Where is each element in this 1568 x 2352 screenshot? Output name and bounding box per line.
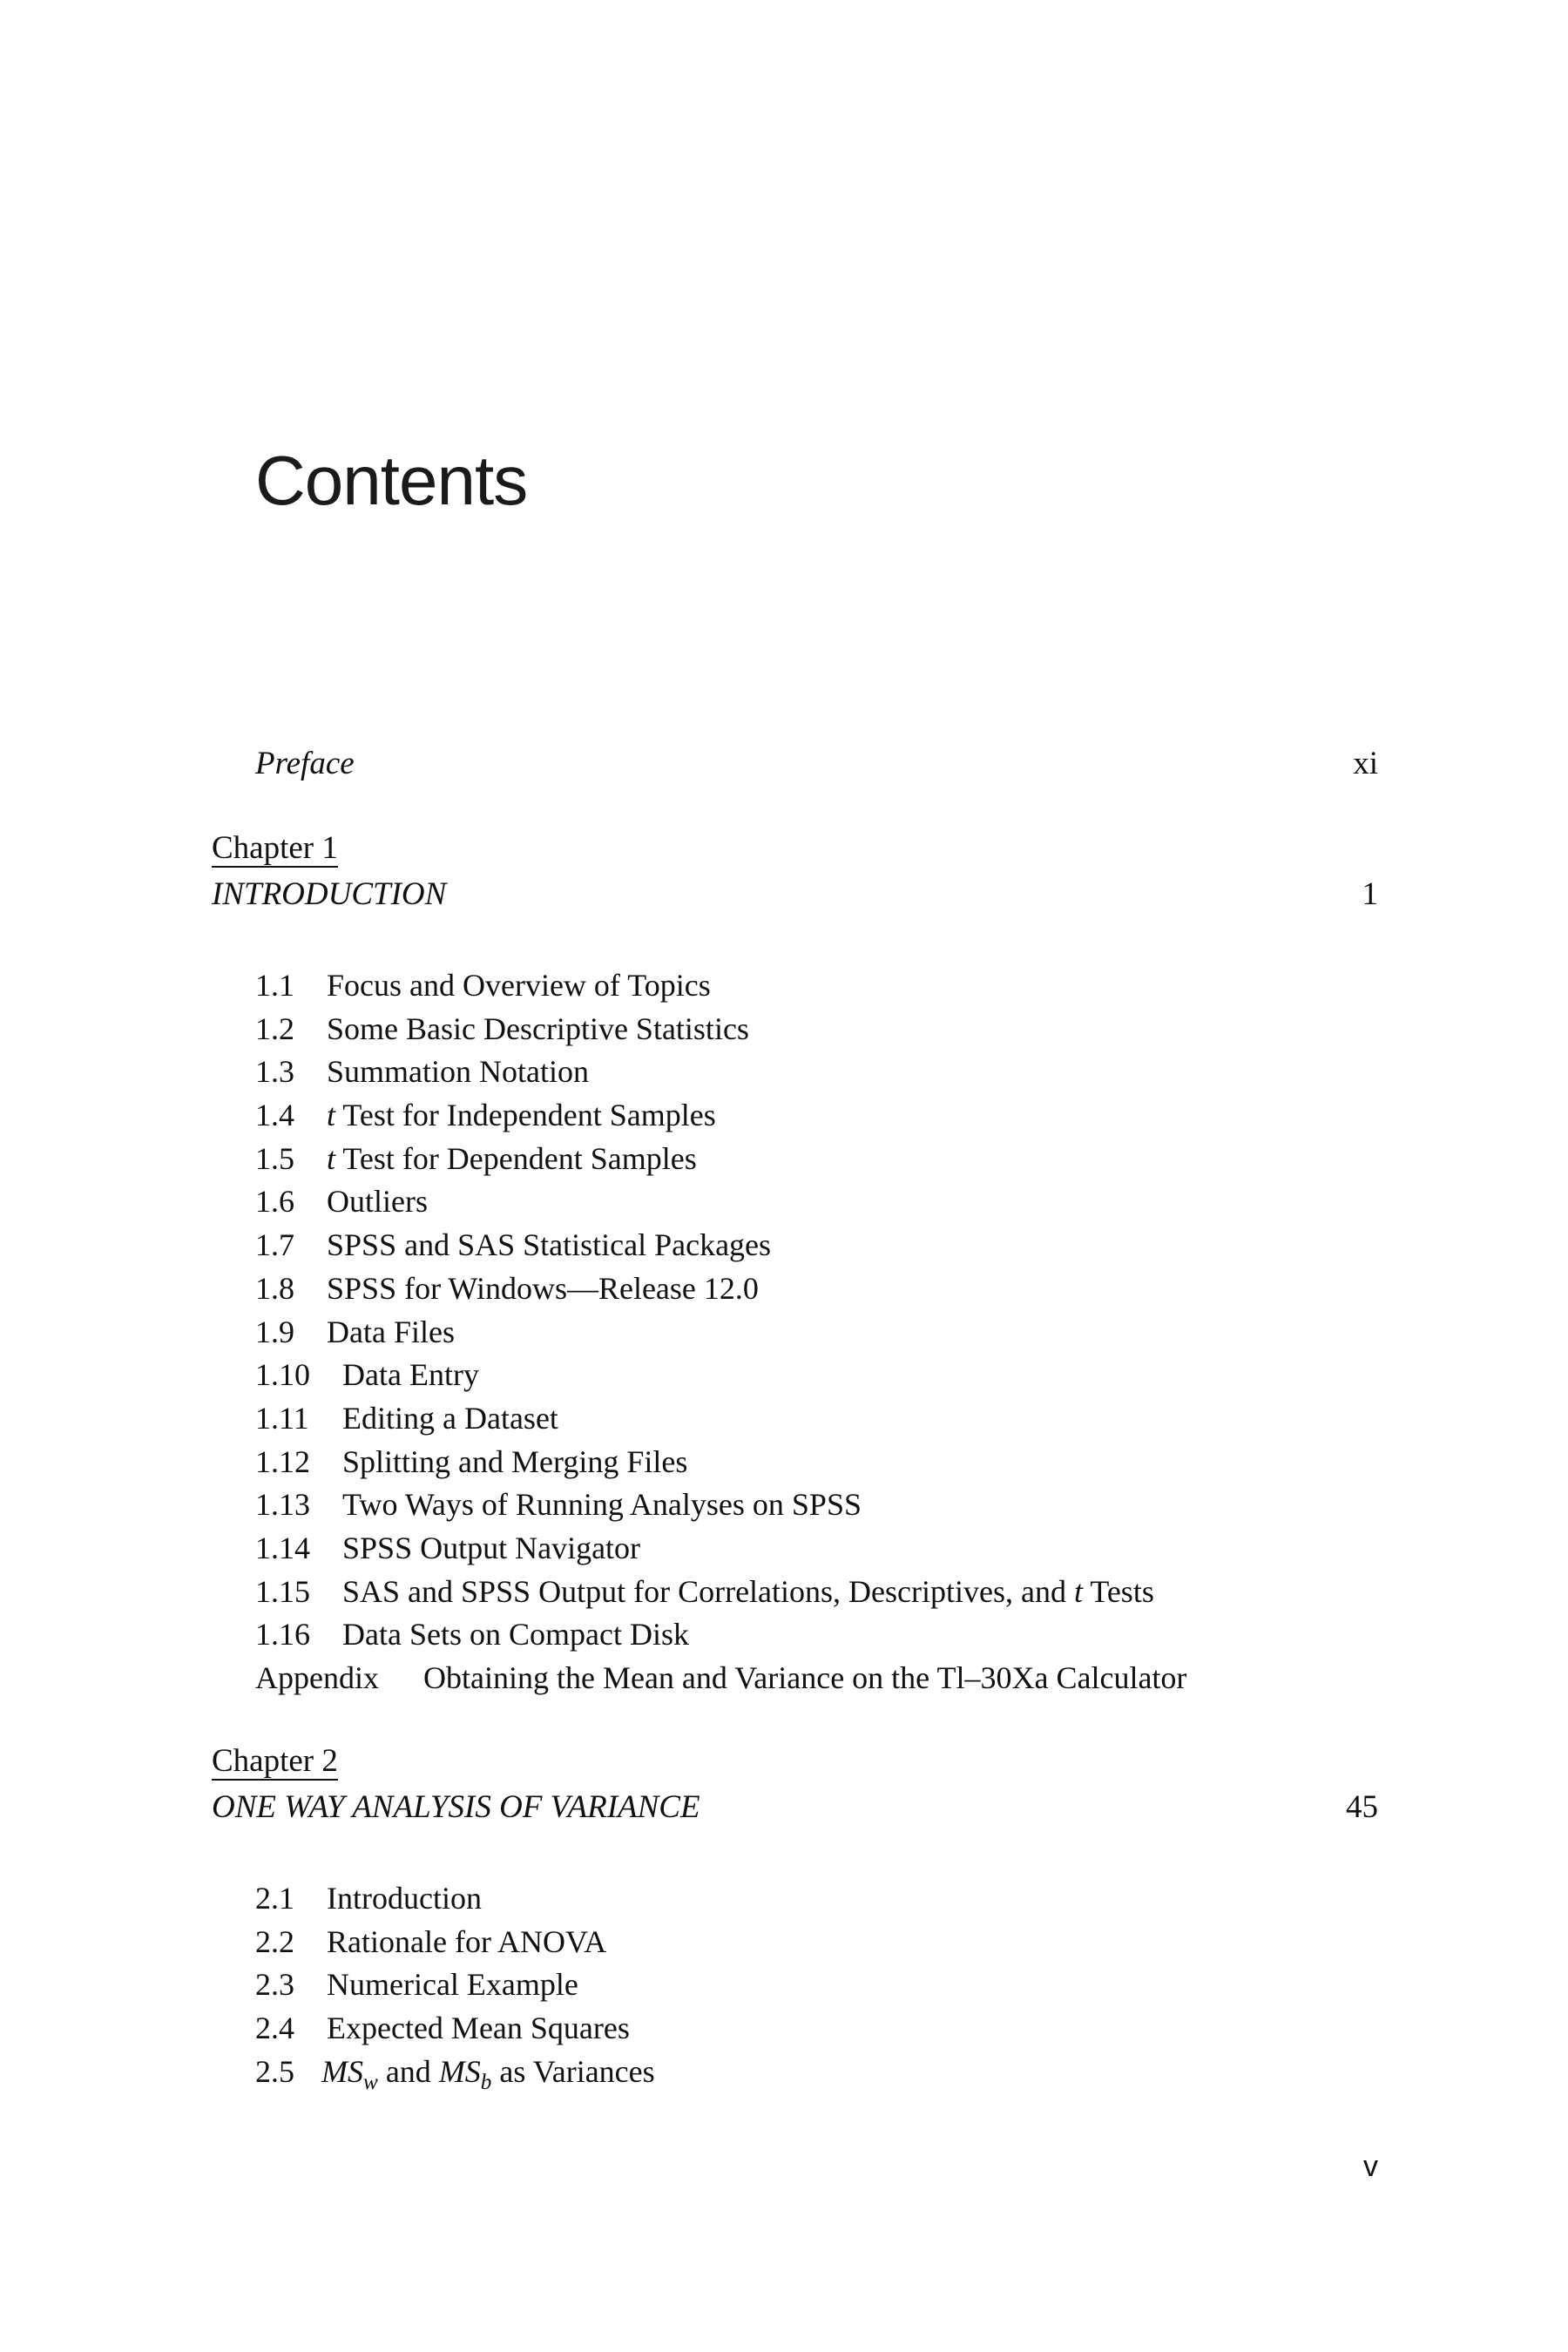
chapter-2-title: ONE WAY ANALYSIS OF VARIANCE xyxy=(212,1789,700,1825)
chapter-2-label: Chapter 2 xyxy=(212,1743,338,1779)
chapter-2-page-number: 45 xyxy=(1346,1789,1378,1825)
section-title-tail: as Variances xyxy=(491,2053,655,2089)
section-title-tail: Tests xyxy=(1083,1573,1154,1609)
section-number: 1.9 xyxy=(255,1314,294,1349)
section-title: Focus and Overview of Topics xyxy=(327,968,711,1003)
chapter-1-page-number: 1 xyxy=(1362,876,1378,912)
section-title: SPSS Output Navigator xyxy=(342,1530,641,1565)
section-title: SPSS for Windows—Release 12.0 xyxy=(327,1270,759,1306)
and-text: and xyxy=(377,2053,439,2089)
section-title: Outliers xyxy=(327,1184,428,1220)
section-number: 1.7 xyxy=(255,1227,294,1263)
ms-w-subscript: w xyxy=(363,2070,378,2094)
italic-t: t xyxy=(1073,1573,1083,1609)
page-title: Contents xyxy=(255,442,528,519)
preface-label: Preface xyxy=(255,746,355,781)
appendix-label: Appendix xyxy=(255,1660,379,1695)
appendix-title: Obtaining the Mean and Variance on the Tl–30Xa Calculator xyxy=(423,1660,1187,1695)
section-title: SPSS and SAS Statistical Packages xyxy=(327,1227,772,1263)
section-number: 2.1 xyxy=(255,1881,294,1916)
section-title: Rationale for ANOVA xyxy=(327,1923,607,1959)
section-title: Expected Mean Squares xyxy=(327,2011,630,2046)
ms-w-symbol: MS xyxy=(321,2053,363,2089)
section-number: 2.5 xyxy=(255,2053,294,2089)
italic-t: t xyxy=(327,1098,336,1133)
section-title xyxy=(327,1140,697,1176)
preface-page-number: xi xyxy=(1353,746,1378,781)
section-number: 1.12 xyxy=(255,1443,310,1479)
section-title-text: SAS and SPSS Output for Correlations, Descriptives, and xyxy=(342,1573,1074,1609)
section-number: 1.15 xyxy=(255,1573,310,1609)
page-folio: v xyxy=(1363,2150,1378,2183)
section-number: 1.1 xyxy=(255,968,294,1003)
section-number: 1.5 xyxy=(255,1140,294,1176)
section-title: Editing a Dataset xyxy=(342,1400,558,1436)
section-number: 1.10 xyxy=(255,1357,310,1393)
section-number: 2.3 xyxy=(255,1967,294,2003)
section-title-rest: Test for Dependent Samples xyxy=(335,1140,697,1176)
section-number: 1.4 xyxy=(255,1098,294,1133)
section-title-rest: Test for Independent Samples xyxy=(335,1098,716,1133)
ms-b-subscript: b xyxy=(480,2070,492,2094)
section-title: Numerical Example xyxy=(327,1967,578,2003)
section-title: Two Ways of Running Analyses on SPSS xyxy=(342,1487,862,1523)
section-title: Data Entry xyxy=(342,1357,479,1393)
section-title: Introduction xyxy=(327,1881,482,1916)
chapter-1-title: INTRODUCTION xyxy=(212,876,447,912)
italic-t: t xyxy=(327,1140,336,1176)
section-title: Data Sets on Compact Disk xyxy=(342,1617,689,1652)
section-number: 1.11 xyxy=(255,1400,309,1436)
chapter-1-label: Chapter 1 xyxy=(212,830,338,866)
section-number: 2.2 xyxy=(255,1923,294,1959)
ms-b-symbol: MS xyxy=(438,2053,481,2089)
section-title xyxy=(342,1573,1154,1609)
section-title: Data Files xyxy=(327,1314,455,1349)
section-title xyxy=(327,1099,716,1131)
section-number: 1.16 xyxy=(255,1617,310,1652)
section-number: 1.8 xyxy=(255,1270,294,1306)
section-number: 1.3 xyxy=(255,1054,294,1090)
section-title: Summation Notation xyxy=(327,1054,589,1090)
section-number: 1.2 xyxy=(255,1010,294,1046)
section-title: Some Basic Descriptive Statistics xyxy=(327,1010,749,1046)
section-number: 1.13 xyxy=(255,1487,310,1523)
section-number: 2.4 xyxy=(255,2011,294,2046)
section-number: 1.6 xyxy=(255,1184,294,1220)
section-title xyxy=(321,2053,655,2094)
section-number: 1.14 xyxy=(255,1530,310,1565)
section-title: Splitting and Merging Files xyxy=(342,1443,688,1479)
